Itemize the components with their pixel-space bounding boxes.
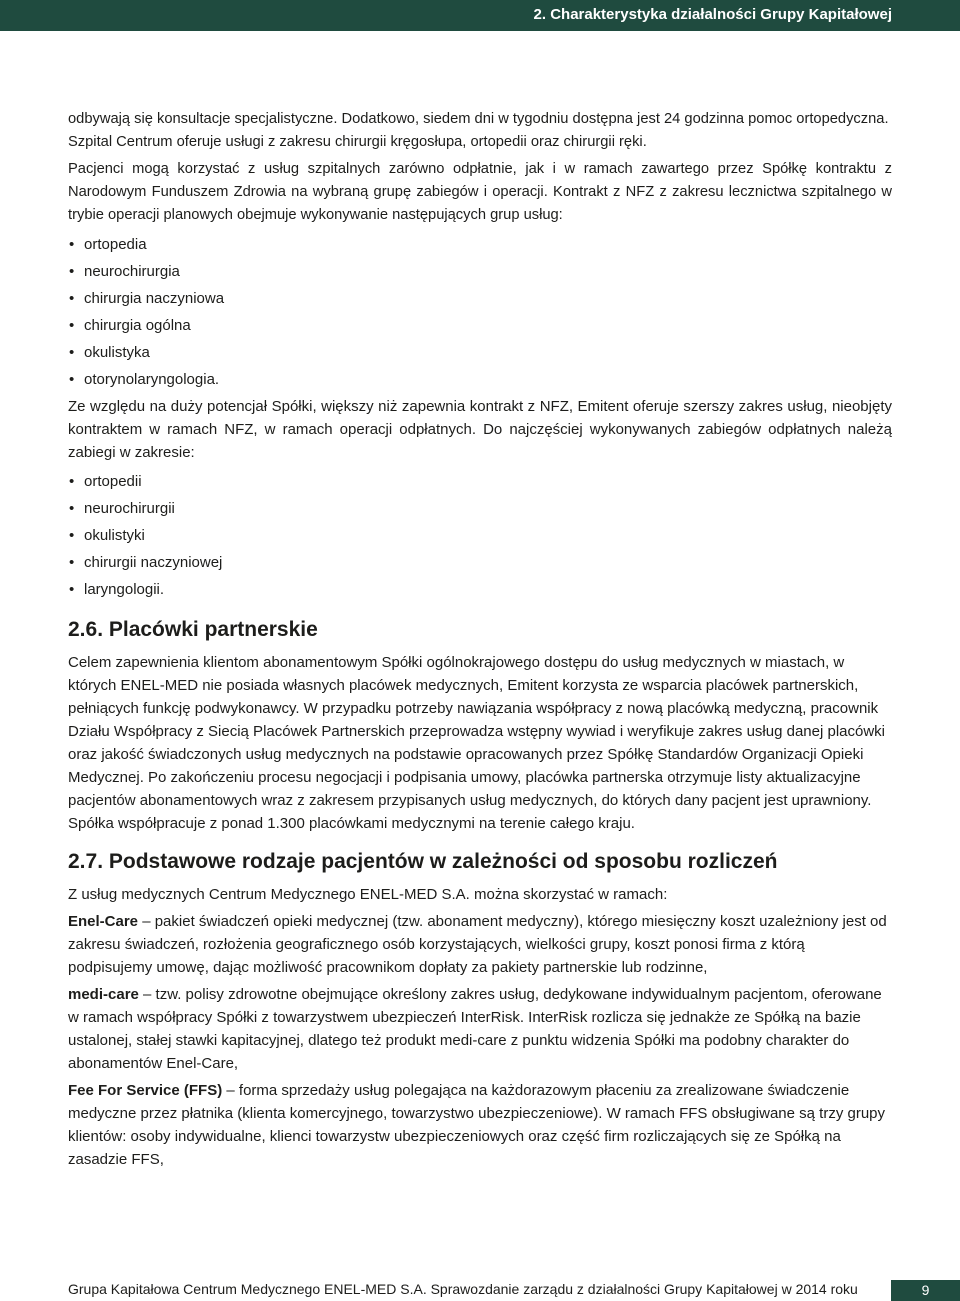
section-heading-2-6: 2.6. Placówki partnerskie	[68, 618, 318, 641]
term-ffs: Fee For Service (FFS)	[68, 1082, 223, 1099]
definition-text: – forma sprzedaży usług polegająca na każdorazowym płaceniu za zrealizowane świadczenie medyczne przez płatnika (klienta komercyjnego, towarzystwo ubezpieczeniowe). W ramach FFS obsługiwane są trzy grupy klientów: osoby indywidualne, klienci towarzystw ubezpieczeniowych oraz część firm rozliczających się ze Spółką na zasadzie FFS,	[68, 1082, 886, 1168]
bullet-icon: •	[69, 263, 75, 280]
list-item: • chirurgia ogólna	[68, 312, 892, 339]
definition-enel-care	[68, 910, 892, 979]
list-item: • ortopedia	[68, 231, 892, 258]
intro-paragraph-2: Pacjenci mogą korzystać z usług szpitalnych zarówno odpłatnie, jak i w ramach zawartego przez Spółkę kontraktu z Narodowym Funduszem Zdrowia na wybraną grupę zabiegów i operacji. Kontrakt z NFZ z zakresu lecznictwa szpitalnego w trybie operacji planowych obejmuje wykonywanie następujących grup usług:	[68, 161, 892, 223]
bullet-icon: •	[69, 371, 75, 388]
bullet-icon: •	[69, 344, 75, 361]
list-item: • ortopedii	[68, 468, 892, 495]
nfz-services-list	[68, 231, 892, 393]
definition-text: – tzw. polisy zdrowotne obejmujące określony zakres usług, dedykowane indywidualnym pacjentom, oferowane w ramach współpracy Spółki z towarzystwem ubezpieczeń InterRisk. InterRisk rozlicza się jednakże ze Spółką na bazie ustalonej, stałej stawki kapitacyjnej, dlatego też produkt medi-care z punktu widzenia Spółki ma podobny charakter do abonamentów Enel-Care,	[68, 986, 882, 1072]
list-item: • otorynolaryngologia.	[68, 366, 892, 393]
bullet-icon: •	[69, 290, 75, 307]
header-bar	[0, 0, 960, 31]
definition-ffs	[68, 1079, 892, 1171]
definition-text: – pakiet świadczeń opieki medycznej (tzw. abonament medyczny), którego miesięczny koszt uzależniony jest od zakresu świadczeń, rozłożenia geograficznego osób korzystających, wielkości grupy, koszt ponosi firma z którą podpisujemy umowę, dając możliwość pracownikom dopłaty za pakiety partnerskie lub rodzinne,	[68, 913, 887, 976]
list-item: • neurochirurgii	[68, 495, 892, 522]
bullet-icon: •	[69, 554, 75, 571]
page-footer: Grupa Kapitałowa Centrum Medycznego ENEL-MED S.A. Sprawozdanie zarządu z działalności Grupy Kapitałowej w 2014 roku	[68, 1281, 858, 1297]
list-item: • laryngologii.	[68, 576, 892, 603]
section-2-7-intro: Z usług medycznych Centrum Medycznego ENEL-MED S.A. można skorzystać w ramach:	[68, 886, 668, 903]
bullet-icon: •	[69, 527, 75, 544]
bullet-icon: •	[69, 473, 75, 490]
term-enel-care: Enel-Care	[68, 913, 139, 930]
list-item: • okulistyki	[68, 522, 892, 549]
bullet-icon: •	[69, 317, 75, 334]
definition-medi-care	[68, 983, 892, 1075]
section-2-6-body: Celem zapewnienia klientom abonamentowym Spółki ogólnokrajowego dostępu do usług medycznych w miastach, w których ENEL-MED nie posiada własnych placówek medycznych, Emitent korzysta ze wsparcia placówek partnerskich, pełniących funkcję podwykonawcy. W przypadku potrzeby nawiązania współpracy z nową placówką medyczną, pracownik Działu Współpracy z Siecią Placówek Partnerskich przeprowadza wstępny wywiad i weryfikuje zakres usług danej placówki oraz jakość świadczonych usług medycznych na podstawie opracowanych przez Spółkę Standardów Organizacji Opieki Medycznej. Po zakończeniu procesu negocjacji i podpisania umowy, placówka partnerska otrzymuje listy aktualizacyjne pacjentów abonamentowych wraz z zakresem przypisanych usług medycznych, do których dany pacjent jest uprawniony. Spółka współpracuje z ponad 1.300 placówkami medycznymi na terenie całego kraju.	[68, 654, 886, 832]
page-number: 9	[891, 1280, 960, 1301]
bullet-icon: •	[69, 581, 75, 598]
list-item: • chirurgii naczyniowej	[68, 549, 892, 576]
list-item: • okulistyka	[68, 339, 892, 366]
page-content	[68, 108, 892, 1175]
term-medi-care: medi-care	[68, 986, 139, 1003]
list-item: • chirurgia naczyniowa	[68, 285, 892, 312]
bullet-icon: •	[69, 236, 75, 253]
intro-paragraph-1: odbywają się konsultacje specjalistyczne. Dodatkowo, siedem dni w tygodniu dostępna jest 24 godzinna pomoc ortopedyczna. Szpital Centrum oferuje usługi z zakresu chirurgii kręgosłupa, ortopedii oraz chirurgii ręki.	[68, 111, 889, 150]
paid-services-list	[68, 468, 892, 603]
section-heading-2-7: 2.7. Podstawowe rodzaje pacjentów w zależności od sposobu rozliczeń	[68, 850, 778, 873]
intro-paragraph-3: Ze względu na duży potencjał Spółki, większy niż zapewnia kontrakt z NFZ, Emitent oferuje szerszy zakres usług, nieobjęty kontraktem w ramach NFZ, w ramach operacji odpłatnych. Do najczęściej wykonywanych zabiegów odpłatnych należą zabiegi w zakresie:	[68, 398, 892, 461]
chapter-title: 2. Charakterystyka działalności Grupy Kapitałowej	[533, 6, 892, 23]
bullet-icon: •	[69, 500, 75, 517]
list-item: • neurochirurgia	[68, 258, 892, 285]
